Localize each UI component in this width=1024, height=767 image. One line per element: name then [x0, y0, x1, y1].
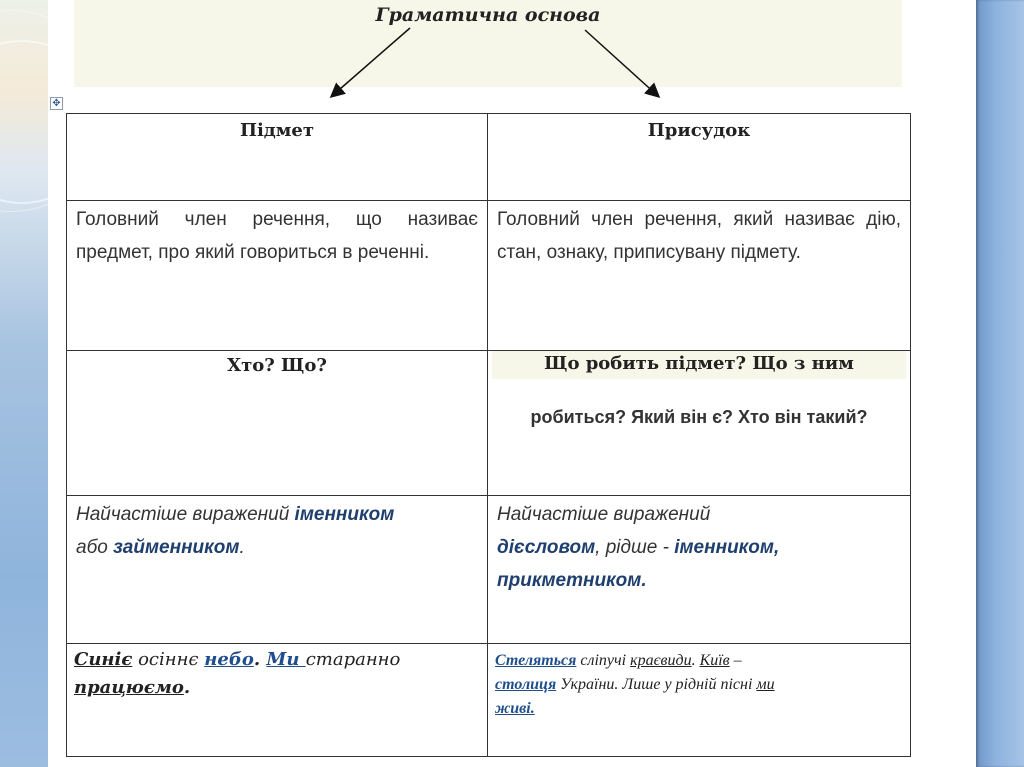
- text-fragment: , рідше -: [595, 537, 675, 558]
- subject-heading: Підмет: [239, 120, 315, 141]
- highlight-pronoun: займенником: [113, 537, 240, 558]
- example-word-predicate: Стеляться: [495, 652, 577, 669]
- table-row: [67, 114, 911, 201]
- example-word-predicate: живі.: [495, 700, 535, 717]
- question-cell-predicate: [488, 351, 911, 496]
- arrow-right: [585, 30, 658, 96]
- definition-cell-subject: [67, 201, 488, 351]
- text-fragment: Найчастіше виражений: [76, 504, 295, 525]
- example-word-subject: краєвиди: [630, 652, 692, 669]
- text-fragment: ,: [773, 537, 780, 558]
- example-cell-subject: [67, 644, 488, 757]
- text-fragment: осіннє: [132, 649, 205, 670]
- predicate-definition: Головний член речення, який називає дію, стан, ознаку, приписувану підмету.: [497, 209, 901, 263]
- subject-questions: Хто? Що?: [227, 355, 327, 376]
- header-cell-predicate: [488, 114, 911, 201]
- table-row: [67, 201, 911, 351]
- text-fragment: або: [76, 537, 114, 558]
- example-cell-predicate: [488, 644, 911, 757]
- text-fragment: –: [729, 652, 742, 669]
- highlight-verb: дієсловом: [497, 537, 596, 558]
- example-word-predicate: столиця: [495, 676, 557, 693]
- slide-content: [48, 0, 976, 767]
- table-row: [67, 351, 911, 496]
- example-word-subject: небо: [204, 649, 254, 670]
- question-cell-subject: [67, 351, 488, 496]
- text-fragment: .: [239, 537, 245, 558]
- text-fragment: сліпучі: [576, 652, 631, 669]
- text-fragment: старанно: [305, 649, 401, 670]
- table-row: [67, 644, 911, 757]
- grammar-table: [66, 113, 911, 757]
- text-fragment: України. Лише у рідній пісні: [556, 676, 757, 693]
- expression-cell-predicate: [488, 496, 911, 644]
- arrow-left: [332, 28, 410, 96]
- predicate-expression: [488, 496, 910, 597]
- subject-definition: Головний член речення, що називає предмет, про який говориться в реченні.: [76, 209, 478, 263]
- slide-right-background: [976, 0, 1024, 767]
- definition-cell-predicate: [488, 201, 911, 351]
- predicate-example: [488, 644, 910, 721]
- arrows-diagram: [48, 0, 976, 110]
- text-fragment: .: [691, 652, 700, 669]
- text-fragment: .: [183, 677, 191, 698]
- example-word-subject: Київ: [699, 652, 730, 669]
- text-fragment: Найчастіше виражений: [497, 504, 711, 525]
- page-title: Граматична основа: [375, 4, 601, 26]
- highlight-noun: іменником: [674, 537, 774, 558]
- subject-example: [67, 644, 487, 702]
- example-word-subject: Ми: [266, 649, 306, 670]
- highlight-adjective: прикметником: [497, 570, 642, 591]
- predicate-questions-line1: Що робить підмет? Що з ним: [492, 351, 906, 379]
- highlight-noun: іменником: [294, 504, 395, 525]
- predicate-questions-line2: робиться? Який він є? Хто він такий?: [530, 407, 868, 427]
- example-word-predicate: Синіє: [74, 649, 133, 670]
- expression-cell-subject: [67, 496, 488, 644]
- header-cell-subject: [67, 114, 488, 201]
- example-word-predicate: працюємо: [74, 677, 184, 698]
- text-fragment: .: [641, 570, 647, 591]
- text-fragment: .: [253, 649, 267, 670]
- table-row: [67, 496, 911, 644]
- example-word-subject: ми: [756, 676, 775, 693]
- subject-expression: [67, 496, 487, 564]
- slide-left-background: [0, 0, 48, 767]
- predicate-heading: Присудок: [647, 120, 751, 141]
- table-move-handle-icon[interactable]: ✥: [50, 97, 63, 110]
